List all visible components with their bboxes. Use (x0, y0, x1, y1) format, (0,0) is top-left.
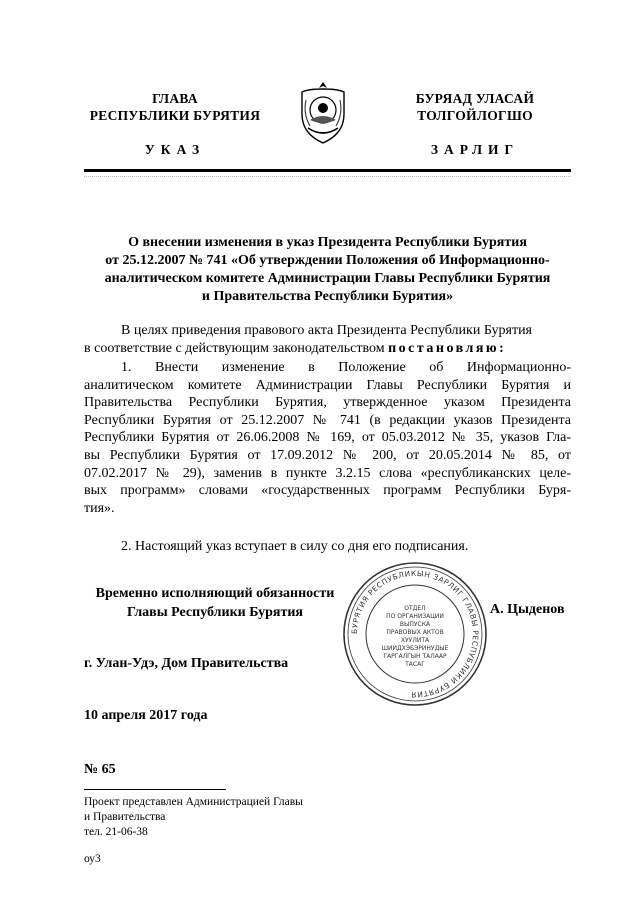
footnote-line-2: и Правительства (84, 811, 166, 823)
header-right (370, 90, 580, 124)
signatory-post-line-1: Временно исполняющий обязанности (95, 586, 335, 601)
preamble (84, 322, 571, 357)
seal-line-4: ПРАВОВЫХ АКТОВ (386, 629, 444, 636)
document-code: оу3 (84, 853, 101, 865)
item-1-line-1: 1. Внести изменение в Положение об Информационно- (121, 360, 571, 375)
header-left (70, 90, 280, 124)
title-line-3: аналитическом комитете Администрации Главы Республики Бурятия (104, 271, 551, 286)
item-1 (84, 359, 571, 517)
seal-line-7: ГАРГАЛГЫН ТАЛААР (383, 653, 447, 660)
signatory-post-line-2: Главы Республики Бурятия (126, 605, 303, 620)
preamble-line-1: В целях приведения правового акта Президента Республики Бурятия (121, 323, 532, 338)
footnote-line-3: тел. 21-06-38 (84, 826, 148, 838)
decree-date: 10 апреля 2017 года (84, 708, 208, 723)
seal-ring-text: БУРЯТИЯ РЕСПУБЛИКЫН ЗАРЛИГ ГЛАВЫ РЕСПУБЛИКИ БУРЯТИЯ (349, 568, 481, 700)
coat-of-arms-icon (296, 80, 350, 146)
header-left-line-2: РЕСПУБЛИКИ БУРЯТИЯ (89, 108, 261, 123)
decree-number: № 65 (84, 762, 116, 777)
header-right-line-2: ТОЛГОЙЛОГШО (417, 108, 533, 123)
place-of-signing: г. Улан-Удэ, Дом Правительства (84, 656, 289, 671)
title-line-4: и Правительства Республики Бурятия» (201, 289, 454, 304)
item-1-line-8: вых программ» словами «государственных программ Республики Буря- (84, 483, 571, 499)
seal-line-3: ВЫПУСКА (399, 621, 431, 628)
seal-line-6: ШИИДХЭБЭРИНУДЫЕ (381, 645, 449, 652)
footnote-line-1: Проект представлен Администрацией Главы (84, 796, 303, 808)
item-2 (84, 538, 571, 556)
footnote-divider (84, 789, 226, 790)
footnote (84, 795, 303, 840)
decree-title (84, 234, 571, 306)
signatory-name: А. Цыденов (490, 602, 565, 617)
header-left-line-1: ГЛАВА (152, 91, 198, 106)
official-seal-icon (341, 560, 489, 708)
header-right-line-1: БУРЯАД УЛАСАЙ (415, 91, 535, 106)
item-1-line-3: Правительства Республики Бурятия, утвержденное указом Президента (84, 395, 571, 411)
item-1-line-2: аналитическом комитете Администрации Главы Республики Бурятия и (84, 377, 571, 393)
signatory-post (84, 584, 346, 622)
item-2-line-1: 2. Настоящий указ вступает в силу со дня его подписания. (121, 539, 469, 554)
preamble-line-2-text: в соответствие с действующим законодательством (84, 340, 385, 356)
seal-line-5: ХУУЛИТА (400, 637, 430, 644)
item-1-line-5: Республики Бурятия от 26.06.2008 № 169, от 05.03.2012 № 35, указов Гла- (84, 430, 571, 446)
preamble-line-2 (84, 340, 571, 358)
item-1-line-6: вы Республики Бурятия от 17.09.2012 № 200, от 20.05.2014 № 85, от (84, 447, 571, 463)
header-right-kind: ЗАРЛИГ (430, 142, 520, 157)
header-divider (84, 169, 571, 172)
header-left-kind: УКАЗ (144, 142, 206, 157)
seal-line-2: ПО ОРГАНИЗАЦИИ (386, 613, 444, 620)
seal-line-8: ТАСАГ (405, 661, 425, 668)
decree-verb: постановляю: (388, 340, 507, 356)
title-line-2: от 25.12.2007 № 741 «Об утверждении Положения об Информационно- (105, 253, 550, 268)
item-1-line-7: 07.02.2017 № 29), заменив в пункте 3.2.15 слова «республиканских целе- (84, 465, 571, 481)
item-1-line-4: Республики Бурятия от 25.12.2007 № 741 (в редакции указов Президента (84, 412, 571, 428)
header-dotted-divider (84, 176, 571, 177)
seal-line-1: ОТДЕЛ (404, 605, 426, 612)
item-1-line-9: тия». (84, 500, 115, 516)
title-line-1: О внесении изменения в указ Президента Республики Бурятия (128, 235, 527, 250)
